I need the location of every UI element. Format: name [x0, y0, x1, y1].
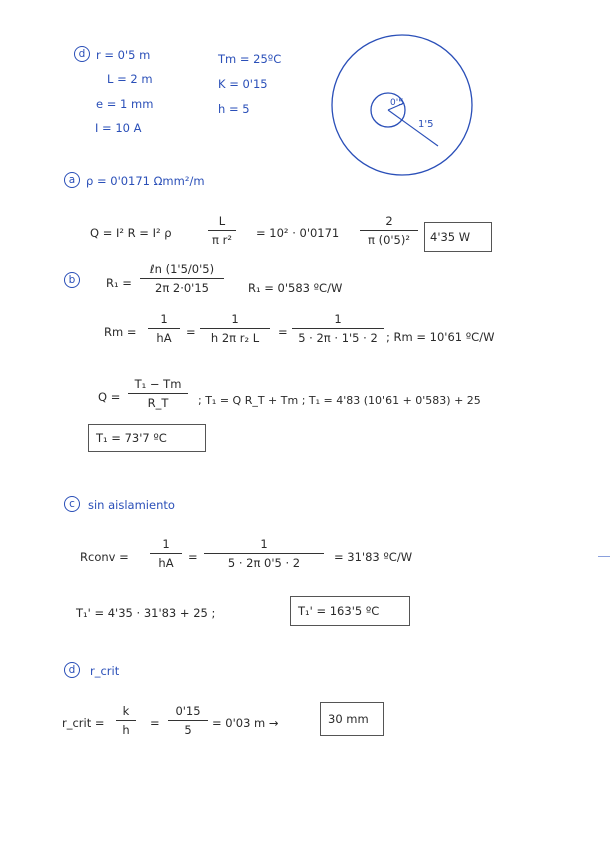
rcrit-den-2: 5: [184, 723, 192, 737]
rconv-num-2: 1: [260, 537, 268, 551]
rm-den-2: h 2π r₂ L: [210, 331, 260, 345]
outer-radius-label: 1'5: [418, 119, 434, 130]
rconv-fraction-1: [150, 537, 182, 570]
r1-fraction: [140, 262, 224, 295]
rm-den-3: 5 · 2π · 1'5 · 2: [298, 331, 378, 345]
heat-eq-rest: ; T₁ = Q R_T + Tm ; T₁ = 4'83 (10'61 + 0'583) + 25: [198, 394, 481, 407]
heat-eq-num: T₁ − Tm: [134, 377, 182, 391]
rm-eq-1: =: [186, 325, 196, 339]
part-c-label: c: [64, 496, 80, 512]
given-ambient-temp: Tm = 25ºC: [218, 52, 282, 66]
rcrit-fraction-1: [116, 704, 136, 737]
inner-radius-label: 0'5: [390, 98, 404, 108]
rm-fraction-3: [292, 312, 384, 345]
heat-eq-lhs: Q =: [98, 390, 121, 404]
given-length: L = 2 m: [107, 72, 153, 86]
part-d-title: r_crit: [90, 664, 120, 678]
joule-heat-lhs: Q = I² R = I² ρ: [90, 226, 172, 240]
r1-den: 2π 2·0'15: [155, 281, 209, 295]
given-h: h = 5: [218, 102, 250, 116]
r1-lhs: R₁ =: [106, 276, 132, 290]
t1-result: T₁ = 73'7 ºC: [96, 431, 167, 445]
rm-result: ; Rm = 10'61 ºC/W: [386, 330, 495, 344]
rconv-den-1: hA: [158, 556, 174, 570]
rm-num-1: 1: [160, 312, 168, 326]
joule-fraction-1: [208, 214, 236, 247]
rconv-result: = 31'83 ºC/W: [334, 550, 413, 564]
joule-fraction-2: [360, 214, 418, 247]
given-conductivity: K = 0'15: [218, 77, 268, 91]
given-radius: r = 0'5 m: [96, 48, 151, 62]
rconv-den-2: 5 · 2π 0'5 · 2: [227, 556, 301, 570]
joule-num-2: 2: [385, 214, 393, 228]
rcrit-lhs: r_crit =: [62, 716, 105, 730]
rconv-eq: =: [188, 550, 198, 564]
t1-prime-eq: T₁' = 4'35 · 31'83 + 25 ;: [76, 606, 216, 620]
joule-heat-mid: = 10² · 0'0171: [256, 226, 340, 240]
heat-eq-den: R_T: [147, 396, 169, 410]
given-current: I = 10 A: [95, 121, 142, 135]
r1-result: R₁ = 0'583 ºC/W: [248, 281, 343, 295]
rcrit-eq: =: [150, 716, 160, 730]
rm-eq-2: =: [278, 325, 288, 339]
rm-fraction-1: [148, 312, 180, 345]
rm-num-2: 1: [231, 312, 239, 326]
rconv-num-1: 1: [162, 537, 170, 551]
given-thickness: e = 1 mm: [96, 97, 154, 111]
joule-den-2: π (0'5)²: [368, 233, 410, 247]
problem-label: d: [74, 46, 90, 62]
rcrit-num-1: k: [122, 704, 130, 718]
rcrit-fraction-2: [168, 704, 208, 737]
part-c-title: sin aislamiento: [88, 498, 175, 512]
rcrit-den-1: h: [122, 723, 130, 737]
margin-mark: [598, 556, 610, 557]
t1-prime-result: T₁' = 163'5 ºC: [298, 604, 380, 618]
part-b-label: b: [64, 272, 80, 288]
rconv-lhs: Rconv =: [80, 550, 129, 564]
joule-num-1: L: [218, 214, 226, 228]
joule-den-1: π r²: [212, 233, 232, 247]
rcrit-mid: = 0'03 m →: [212, 716, 279, 730]
heat-eq-fraction: [128, 377, 188, 410]
rm-den-1: hA: [156, 331, 172, 345]
rm-num-3: 1: [334, 312, 342, 326]
rm-lhs: Rm =: [104, 325, 137, 339]
joule-result: 4'35 W: [430, 230, 471, 244]
rcrit-result: 30 mm: [328, 712, 369, 726]
resistivity: ρ = 0'0171 Ωmm²/m: [86, 174, 205, 188]
part-a-label: a: [64, 172, 80, 188]
rconv-fraction-2: [204, 537, 324, 570]
r1-num: ℓn (1'5/0'5): [149, 262, 215, 276]
rm-fraction-2: [200, 312, 270, 345]
part-d-label: d: [64, 662, 80, 678]
rcrit-num-2: 0'15: [175, 704, 201, 718]
